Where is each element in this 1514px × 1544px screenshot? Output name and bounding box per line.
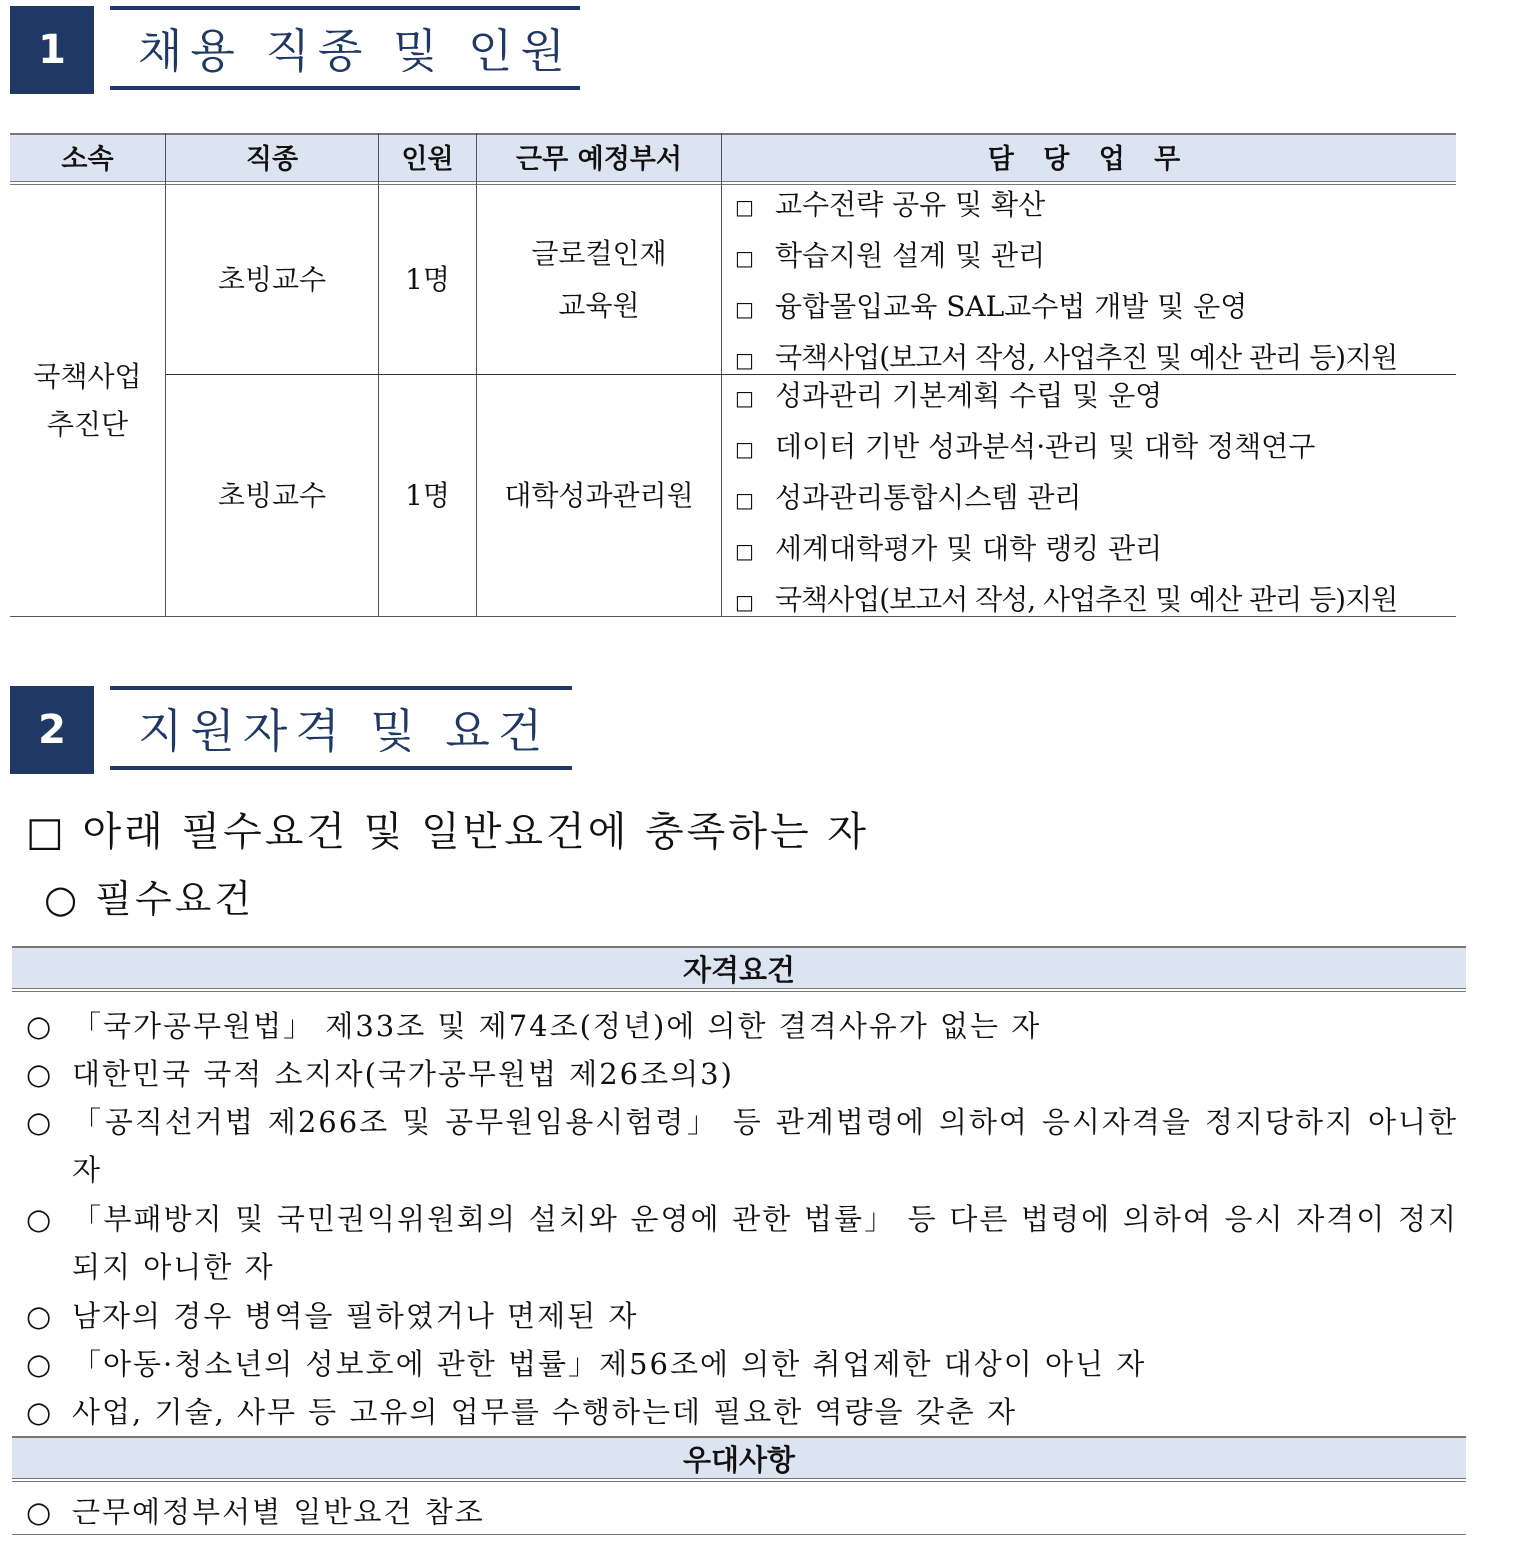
preferences-header: 우대사항 (12, 1436, 1466, 1478)
lead-statement: □ 아래 필수요건 및 일반요건에 충족하는 자 (26, 809, 869, 855)
qualification-item: ○ 「국가공무원법」 제33조 및 제74조(정년)에 의한 결격사유가 없는 자 (26, 1009, 1042, 1043)
duty-item: □ 세계대학평가 및 대학 랭킹 관리 (735, 532, 1163, 565)
duty-item: □ 국책사업(보고서 작성, 사업추진 및 예산 관리 등)지원 (735, 583, 1398, 616)
qualification-item: ○ 「아동·청소년의 성보호에 관한 법률」제56조에 의한 취업제한 대상이 아닌 자 (26, 1347, 1147, 1381)
affiliation-cell: 국책사업 추진단 (33, 359, 142, 441)
section-number: 1 (10, 6, 94, 94)
duty-item: □ 국책사업(보고서 작성, 사업추진 및 예산 관리 등)지원 (735, 341, 1398, 374)
section-title: 채용 직종 및 인원 (110, 6, 580, 90)
qualification-item: ○ 「부패방지 및 국민권익위원회의 설치와 운영에 관한 법률」 등 다른 법령에 의하여 응시 자격이 정지되지 아니한 자 (26, 1202, 1458, 1284)
duty-item: □ 성과관리통합시스템 관리 (735, 481, 1082, 514)
qualification-item: ○ 「공직선거법 제266조 및 공무원임용시험령」 등 관계법령에 의하여 응시자격을 정지당하지 아니한 자 (26, 1105, 1458, 1187)
header-dept: 근무 예정부서 (516, 143, 682, 175)
qualifications-header: 자격요건 (12, 946, 1466, 988)
duty-item: □ 데이터 기반 성과분석·관리 및 대학 정책연구 (735, 430, 1316, 463)
header-duties: 담 당 업 무 (987, 143, 1191, 175)
job-cell: 초빙교수 (217, 478, 327, 512)
duty-item: □ 교수전략 공유 및 확산 (735, 188, 1046, 221)
preference-item: ○ 근무예정부서별 일반요건 참조 (26, 1495, 485, 1529)
header-job: 직종 (245, 143, 299, 175)
duty-item: □ 성과관리 기본계획 수립 및 운영 (735, 379, 1163, 412)
job-cell: 초빙교수 (217, 262, 327, 296)
duty-item: □ 학습지원 설계 및 관리 (735, 239, 1046, 272)
dept-cell: 대학성과관리원 (504, 478, 694, 512)
qualification-item: ○ 남자의 경우 병역을 필하였거나 면제된 자 (26, 1299, 639, 1333)
duty-item: □ 융합몰입교육 SAL교수법 개발 및 운영 (735, 290, 1248, 323)
section-title: 지원자격 및 요건 (110, 686, 572, 770)
section-number: 2 (10, 686, 94, 774)
header-affiliation: 소속 (61, 143, 114, 175)
subheading: ○ 필수요건 (44, 877, 255, 921)
dept-cell: 글로컬인재 교육원 (531, 236, 667, 322)
count-cell: 1명 (405, 478, 450, 512)
count-cell: 1명 (405, 262, 450, 296)
qualification-item: ○ 사업, 기술, 사무 등 고유의 업무를 수행하는데 필요한 역량을 갖춘 자 (26, 1395, 1017, 1429)
qualification-item: ○ 대한민국 국적 소지자(국가공무원법 제26조의3) (26, 1057, 734, 1091)
header-count: 인원 (401, 143, 454, 175)
